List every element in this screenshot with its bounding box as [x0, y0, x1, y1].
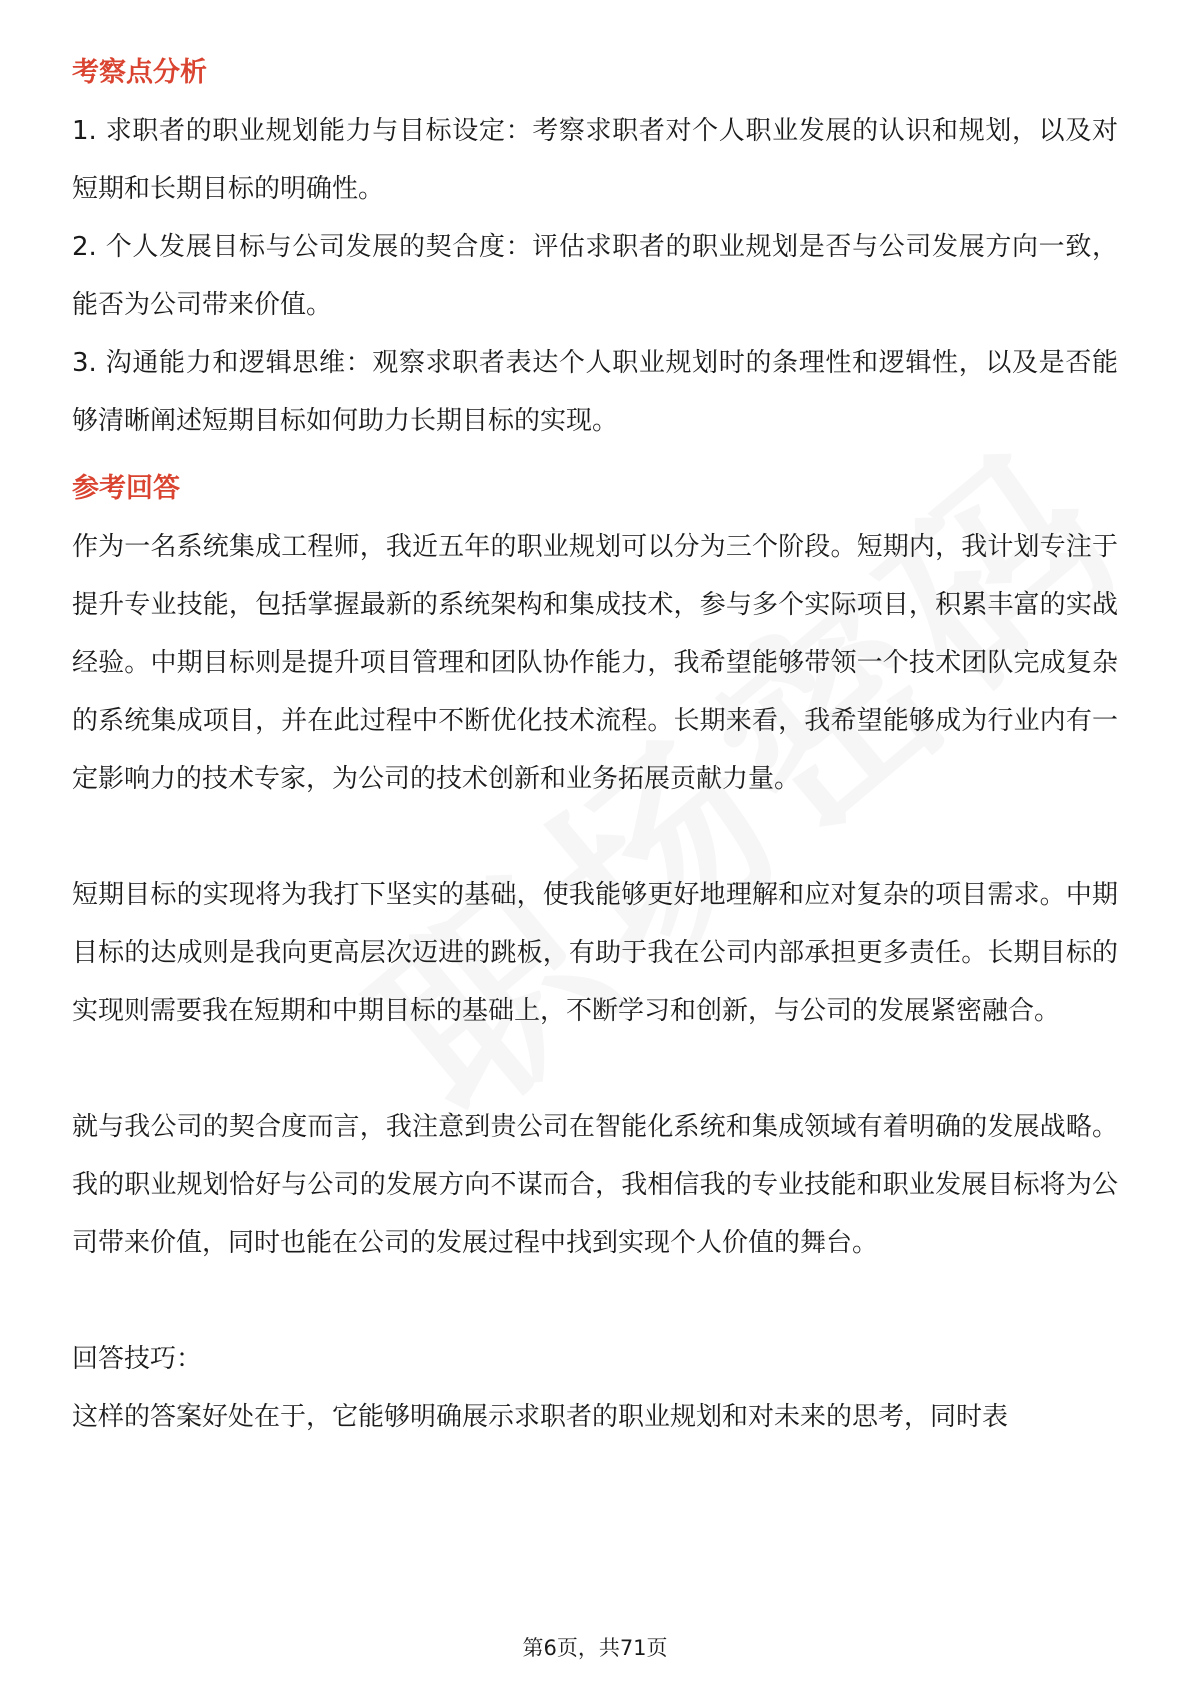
analysis-item-1: 1. 求职者的职业规划能力与目标设定：考察求职者对个人职业发展的认识和规划，以及对短期和长期目标的明确性。 [72, 116, 1118, 204]
page-content [72, 44, 1118, 1446]
page-number: 第6页，共71页 [522, 1636, 668, 1660]
answer-paragraph-1: 作为一名系统集成工程师，我近五年的职业规划可以分为三个阶段。短期内，我计划专注于提升专业技能，包括掌握最新的系统架构和集成技术，参与多个实际项目，积累丰富的实战经验。中期目标则是提升项目管理和团队协作能力，我希望能够带领一个技术团队完成复杂的系统集成项目，并在此过程中不断优化技术流程。长期来看，我希望能够成为行业内有一定影响力的技术专家，为公司的技术创新和业务拓展贡献力量。 [72, 532, 1118, 794]
paragraph-spacer [72, 1040, 1118, 1098]
answer-paragraph-2: 短期目标的实现将为我打下坚实的基础，使我能够更好地理解和应对复杂的项目需求。中期目标的达成则是我向更高层次迈进的跳板，有助于我在公司内部承担更多责任。长期目标的实现则需要我在短期和中期目标的基础上，不断学习和创新，与公司的发展紧密融合。 [72, 880, 1118, 1026]
answer-paragraph-3: 就与我公司的契合度而言，我注意到贵公司在智能化系统和集成领域有着明确的发展战略。我的职业规划恰好与公司的发展方向不谋而合，我相信我的专业技能和职业发展目标将为公司带来价值，同时也能在公司的发展过程中找到实现个人价值的舞台。 [72, 1112, 1118, 1258]
analysis-heading: 考察点分析 [72, 57, 207, 88]
paragraph-spacer [72, 1272, 1118, 1330]
analysis-item-2: 2. 个人发展目标与公司发展的契合度：评估求职者的职业规划是否与公司发展方向一致，能否为公司带来价值。 [72, 232, 1118, 320]
tips-heading: 回答技巧： [72, 1344, 203, 1374]
analysis-item-3: 3. 沟通能力和逻辑思维：观察求职者表达个人职业规划时的条理性和逻辑性，以及是否能够清晰阐述短期目标如何助力长期目标的实现。 [72, 348, 1118, 436]
tips-paragraph: 这样的答案好处在于，它能够明确展示求职者的职业规划和对未来的思考，同时表 [72, 1402, 1009, 1432]
paragraph-spacer [72, 808, 1118, 866]
answer-heading: 参考回答 [72, 473, 180, 504]
